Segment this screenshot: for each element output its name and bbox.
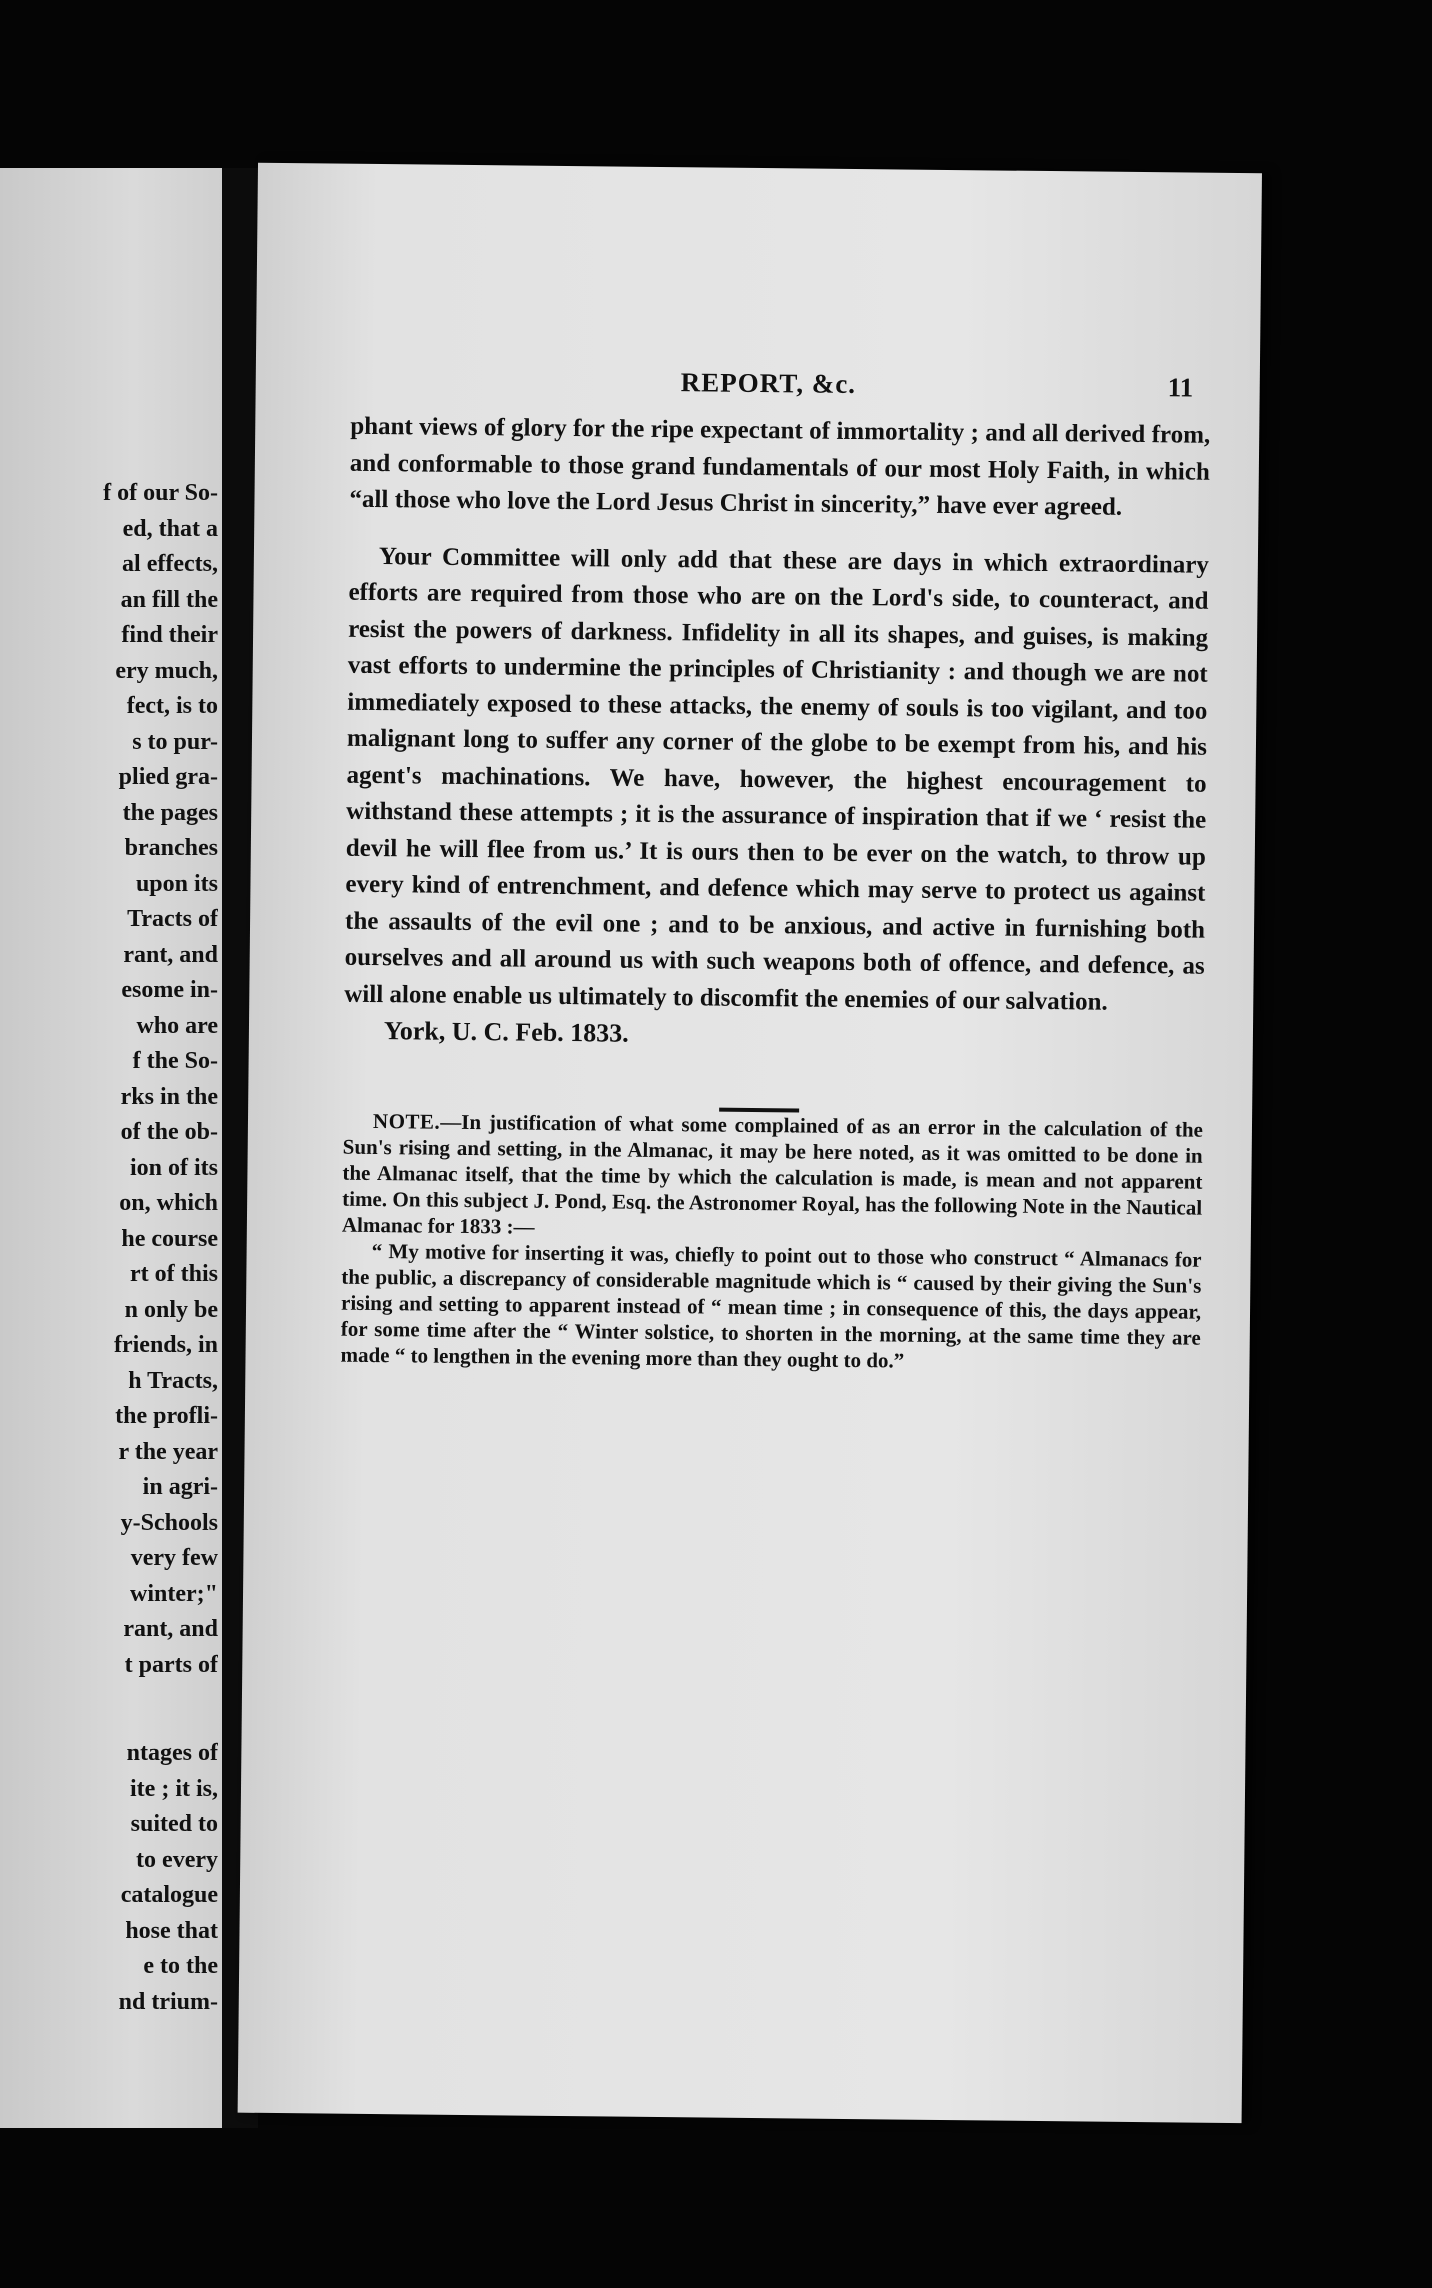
left-page-line: f the So-	[132, 1048, 218, 1074]
note-quotation: “ My motive for inserting it was, chiefly to point out to those who construct “ Almanacs for the public, a discrepancy of considerable magnitude which is “ caused by their giving the Sun's rising and setting to apparent instead of “ mean time ; in consequence of this, the days appear, for some time after the “ Winter solstice, to shorten in the morning, at the same time they are made “ to lengthen in the evening more than they ought to do.”	[340, 1238, 1202, 1373]
left-page-line: rant, and	[123, 941, 218, 968]
paragraph-continuation: phant views of glory for the ripe expectant of immortality ; and all derived from, and conformable to those grand fundamentals of our most Holy Faith, in which “all those who love the Lord Jesus Christ in sincerity,” have ever agreed.	[349, 412, 1211, 521]
left-page-line: the profli-	[115, 1403, 218, 1429]
left-page-line: h Tracts,	[128, 1367, 218, 1394]
note-paragraph	[342, 1107, 1203, 1246]
right-page	[238, 163, 1262, 2123]
left-page-line: an fill the	[120, 586, 218, 613]
left-page-line: ntages of	[126, 1740, 218, 1766]
left-page-line: very few	[130, 1545, 218, 1571]
left-page-line: f of our So-	[103, 480, 218, 506]
left-page-line: rt of this	[130, 1261, 218, 1287]
note-text: —In justification of what some complained of as an error in the calculation of the Sun's rising and setting, in the Almanac, it may be here noted, as it was omitted to be done in the Almanac itself, that the time by which the calculation is made, is mean and not apparent time. On this subject J. Pond, Esq. the Astronomer Royal, has the following Note in the Nautical Almanac for 1833 :—	[341, 1109, 1204, 1239]
page-number: 11	[1167, 372, 1194, 403]
left-page-line: s to pur-	[132, 728, 218, 755]
body-text	[340, 409, 1210, 1376]
left-page-line: on, which	[119, 1190, 218, 1216]
left-page-line: t parts of	[124, 1651, 218, 1678]
running-title: REPORT, &c.	[680, 367, 857, 400]
left-page-line: n only be	[124, 1296, 218, 1323]
left-page-line: al effects,	[122, 551, 218, 577]
left-page-line: r the year	[118, 1438, 218, 1465]
left-page-line: friends, in	[113, 1332, 218, 1358]
left-page-line: e to the	[143, 1953, 218, 1979]
left-page-line: esome in-	[121, 977, 218, 1003]
left-page-line: winter;"	[130, 1580, 218, 1607]
left-page-line: rant, and	[123, 1616, 218, 1642]
left-page-line: ery much,	[115, 657, 218, 684]
left-page-line: fect, is to	[126, 693, 218, 719]
left-page-line: of the ob-	[120, 1119, 218, 1145]
page-header	[256, 363, 1260, 414]
note-heading: NOTE.	[372, 1108, 441, 1134]
left-page-line: rks in the	[120, 1083, 218, 1110]
paragraph-committee: Your Committee will only add that these are days in which extraordinary efforts are required from those who are on the Lord's side, to counteract, and resist the powers of darkness. Infidelity in all its shapes, and guises, is making vast efforts to undermine the principles of Christianity : and though we are not immediately exposed to these attacks, the enemy of souls is too vigilant, and too malignant long to suffer any corner of the globe to be exempt from his, and his agent's machinations. We have, however, the highest encouragement to withstand these attempts ; it is the assurance of inspiration that if we ‘ resist the devil he will flee from us.’ It is ours then to be ever on the watch, to throw up every kind of entrenchment, and defence which may serve to protect us against the assaults of the evil one ; and to be anxious, and active in furnishing both ourselves and all around us with such weapons both of offence, and defence, as will alone enable us ultimately to discomfit the enemies of our salvation.	[344, 542, 1210, 1016]
left-page-line: to every	[136, 1846, 218, 1873]
left-page-line: the pages	[122, 799, 218, 826]
left-lower-lines	[0, 1736, 218, 2020]
left-page-line: ed, that a	[122, 515, 218, 542]
left-page-line: catalogue	[120, 1882, 218, 1908]
left-upper-lines	[0, 476, 218, 1683]
signoff-date: York, U. C. Feb. 1833.	[383, 1016, 629, 1048]
left-page-line: find their	[121, 622, 218, 648]
left-page-line: branches	[124, 835, 218, 861]
left-page-line: hose that	[125, 1917, 218, 1944]
left-page-line: y-Schools	[120, 1509, 218, 1536]
left-page-line: in agri-	[142, 1474, 218, 1500]
left-page-line: Tracts of	[127, 906, 218, 932]
left-page	[0, 168, 222, 2128]
left-page-line: suited to	[130, 1811, 218, 1837]
left-page-line: ion of its	[129, 1154, 218, 1181]
left-page-line: plied gra-	[118, 764, 218, 790]
left-page-line: who are	[136, 1012, 218, 1039]
left-page-line: upon its	[135, 870, 218, 897]
left-page-line: ite ; it is,	[130, 1775, 218, 1802]
left-page-line: he course	[121, 1225, 218, 1252]
left-page-line: nd trium-	[118, 1988, 218, 2015]
